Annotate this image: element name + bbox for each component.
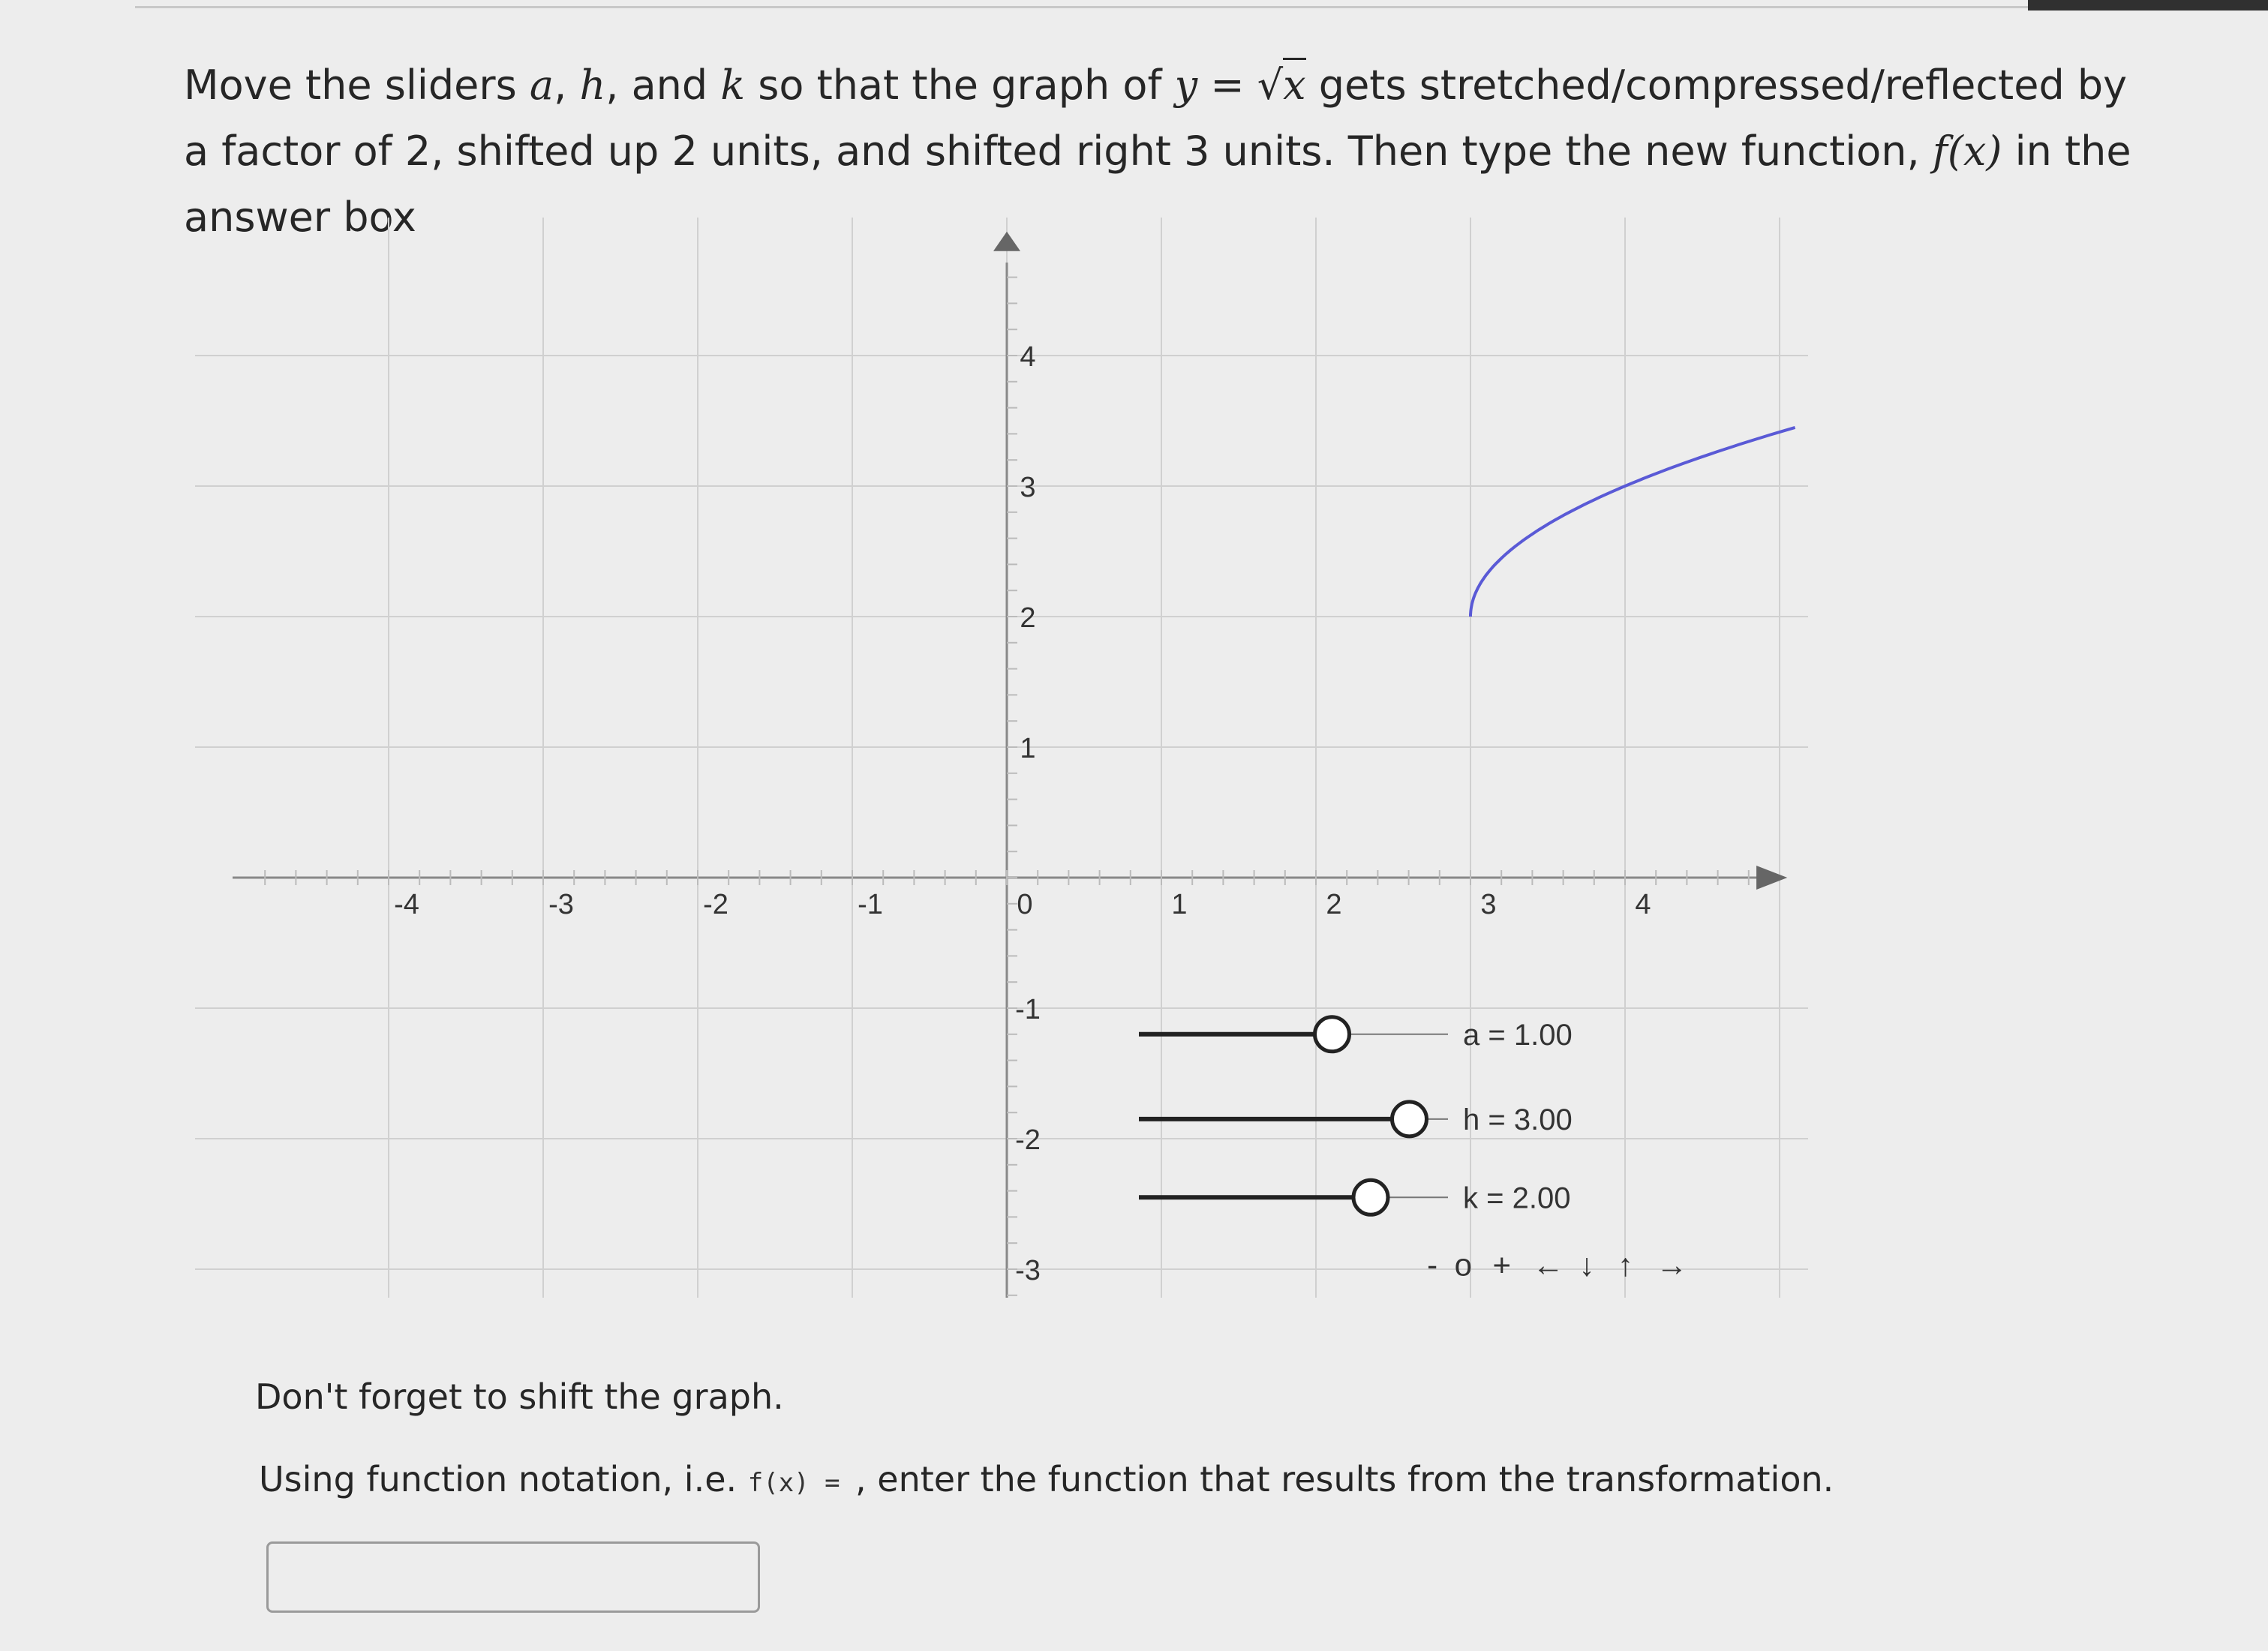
top-divider bbox=[135, 6, 2268, 8]
y-tick-label: -1 bbox=[1015, 994, 1041, 1025]
x-tick-label: -4 bbox=[394, 889, 419, 920]
x-tick-label: 2 bbox=[1326, 889, 1342, 920]
x-tick-label: 1 bbox=[1171, 889, 1188, 920]
y-tick-label: 1 bbox=[1020, 733, 1036, 764]
zoom-in-icon[interactable]: + bbox=[1492, 1247, 1512, 1283]
function-curve bbox=[1470, 428, 1795, 617]
prompt-text-2: , and bbox=[605, 62, 721, 109]
prompt-text-4: gets stretched/compressed/reflected by a factor of 2, shifted up 2 units, and shifted right 3 units. Then type the new function, bbox=[184, 62, 2128, 175]
function-notation: f(x) bbox=[1932, 128, 2002, 175]
graph-container[interactable] bbox=[195, 218, 1816, 1305]
x-tick-label: -2 bbox=[703, 889, 728, 920]
y-tick-label: 3 bbox=[1020, 472, 1036, 503]
prompt-text-3: so that the graph of bbox=[745, 62, 1175, 109]
slider-k-handle[interactable] bbox=[1353, 1180, 1388, 1214]
eq-lhs: y bbox=[1174, 62, 1198, 109]
window-edge bbox=[2028, 0, 2268, 11]
slider-a-value: a = 1.00 bbox=[1463, 1018, 1573, 1052]
instruction-before: Using function notation, i.e. bbox=[259, 1459, 748, 1499]
var-k: k bbox=[720, 62, 746, 109]
y-tick-label: -3 bbox=[1015, 1255, 1041, 1286]
pan-left-icon[interactable]: ← bbox=[1532, 1247, 1564, 1283]
var-a: a bbox=[529, 62, 554, 109]
y-tick-label: 4 bbox=[1020, 341, 1036, 373]
x-tick-label: -3 bbox=[548, 889, 574, 920]
x-axis-arrow bbox=[1756, 866, 1787, 890]
answer-input[interactable] bbox=[266, 1541, 760, 1613]
y-axis-arrow bbox=[993, 232, 1020, 251]
instruction-after: , enter the function that results from the transformation. bbox=[855, 1459, 1834, 1499]
x-tick-label: 3 bbox=[1480, 889, 1497, 920]
x-tick-label: 0 bbox=[1017, 889, 1033, 920]
pan-up-icon[interactable]: ↑ bbox=[1618, 1247, 1634, 1283]
slider-a-handle[interactable] bbox=[1315, 1017, 1350, 1052]
sqrt-argument: x bbox=[1283, 58, 1305, 109]
x-tick-label: -1 bbox=[858, 889, 883, 920]
y-tick-label: 2 bbox=[1020, 602, 1036, 634]
slider-h-handle[interactable] bbox=[1392, 1102, 1427, 1136]
prompt-comma: , bbox=[554, 62, 580, 109]
zoom-out-icon[interactable]: o bbox=[1454, 1247, 1472, 1283]
pan-right-icon[interactable]: → bbox=[1656, 1247, 1688, 1283]
pan-down-icon[interactable]: ↓ bbox=[1579, 1247, 1595, 1283]
slider-k-value: k = 2.00 bbox=[1463, 1181, 1571, 1215]
slider-h-value: h = 3.00 bbox=[1463, 1103, 1573, 1136]
reminder-text: Don't forget to shift the graph. bbox=[255, 1376, 784, 1417]
eq-sign: = bbox=[1197, 62, 1257, 109]
instruction-text bbox=[259, 1459, 1834, 1499]
y-tick-label: -2 bbox=[1015, 1124, 1041, 1156]
instruction-code: f(x) = bbox=[747, 1468, 856, 1498]
var-h: h bbox=[579, 62, 606, 109]
prompt-text-5: in the answer box bbox=[184, 128, 2131, 241]
sqrt-symbol: √ bbox=[1257, 62, 1284, 109]
x-tick-label: 4 bbox=[1635, 889, 1651, 920]
interactive-graph[interactable] bbox=[195, 218, 1816, 1305]
zoom-reset-icon[interactable]: - bbox=[1427, 1247, 1438, 1283]
prompt-text-1: Move the sliders bbox=[184, 62, 530, 109]
